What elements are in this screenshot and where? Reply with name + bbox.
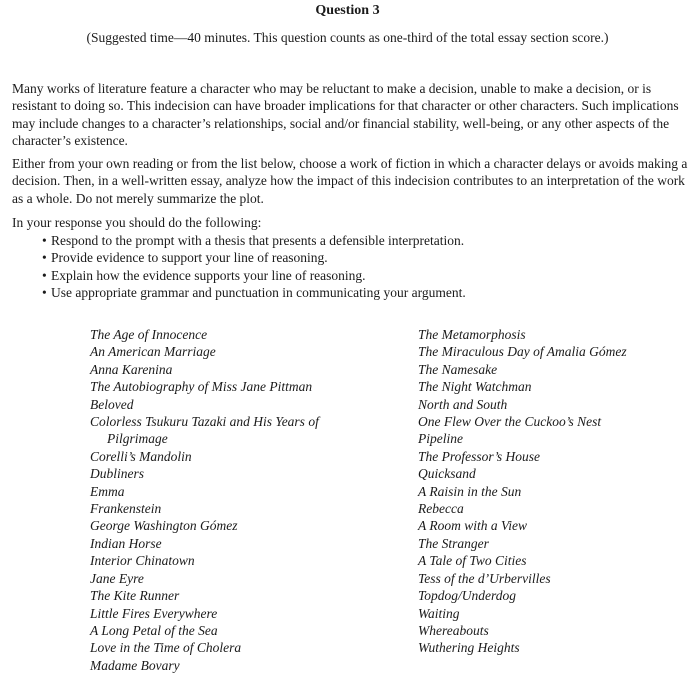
work-title: Quicksand	[418, 466, 476, 482]
work-title: A Tale of Two Cities	[418, 553, 527, 569]
work-title: Rebecca	[418, 501, 464, 517]
requirement-item: • Explain how the evidence supports your line of reasoning.	[42, 267, 466, 284]
work-title: The Age of Innocence	[90, 327, 208, 342]
work-title: Jane Eyre	[90, 570, 144, 586]
work-title: Tess of the d’Urbervilles	[418, 570, 551, 586]
response-instructions: In your response you should do the following:	[12, 215, 262, 230]
work-title: A Long Petal of the Sea	[90, 622, 218, 638]
work-title: Wuthering Heights	[418, 640, 520, 656]
requirement-item: • Provide evidence to support your line of reasoning.	[42, 249, 466, 266]
work-title: Pipeline	[418, 431, 463, 447]
work-title: Beloved	[90, 396, 134, 412]
work-title: A Room with a View	[418, 518, 527, 534]
work-title: Frankenstein	[90, 501, 162, 517]
work-title: The Stranger	[418, 535, 489, 551]
work-title: Topdog/Underdog	[418, 588, 517, 604]
requirement-item: • Respond to the prompt with a thesis that presents a defensible interpretation.	[42, 232, 466, 249]
work-title: The Miraculous Day of Amalia Gómez	[418, 344, 627, 360]
work-title: Whereabouts	[418, 622, 489, 638]
requirements-list	[42, 232, 466, 302]
requirement-item: • Use appropriate grammar and punctuation in communicating your argument.	[42, 284, 466, 301]
work-title: Corelli’s Mandolin	[90, 448, 192, 464]
work-title: One Flew Over the Cuckoo’s Nest	[418, 414, 602, 430]
works-list-right	[418, 326, 688, 657]
prompt-paragraph-1: Many works of literature feature a character who may be reluctant to make a decision, unable to make a decision, or is resistant to doing so. This indecision can have broader implications for that character or other characters. Such implications may include changes to a character’s relationships, social and/or financial stability, well-being, or any other aspects of the character’s existence.	[12, 81, 679, 149]
work-title: An American Marriage	[90, 344, 216, 360]
work-title: Interior Chinatown	[90, 553, 195, 569]
work-title: Indian Horse	[90, 535, 162, 551]
works-list-left	[90, 326, 390, 674]
suggested-time-note: (Suggested time—40 minutes. This question counts as one-third of the total essay section score.)	[86, 30, 609, 45]
question-title: Question 3	[315, 3, 380, 18]
prompt-paragraph-2: Either from your own reading or from the list below, choose a work of fiction in which a character delays or avoids making a decision. Then, in a well-written essay, analyze how the impact of this indecision contributes to an interpretation of the work as a whole. Do not merely summarize the plot.	[12, 156, 688, 206]
work-title: The Namesake	[418, 361, 498, 377]
work-title: The Autobiography of Miss Jane Pittman	[90, 379, 313, 395]
work-title: The Kite Runner	[90, 588, 180, 604]
work-title: Waiting	[418, 605, 460, 621]
work-title: Little Fires Everywhere	[90, 605, 218, 621]
work-title: A Raisin in the Sun	[418, 483, 522, 499]
work-title: Emma	[90, 483, 125, 499]
work-title: The Professor’s House	[418, 448, 541, 464]
work-title: North and South	[418, 396, 508, 412]
work-title: The Night Watchman	[418, 379, 532, 395]
work-title: Colorless Tsukuru Tazaki and His Years of Pilgrimage	[90, 414, 319, 447]
work-title: Madame Bovary	[90, 657, 180, 673]
work-title: George Washington Gómez	[90, 518, 238, 534]
work-title: The Metamorphosis	[418, 327, 526, 342]
work-title: Anna Karenina	[90, 361, 173, 377]
work-title: Love in the Time of Cholera	[90, 640, 242, 656]
work-title: Dubliners	[90, 466, 144, 482]
